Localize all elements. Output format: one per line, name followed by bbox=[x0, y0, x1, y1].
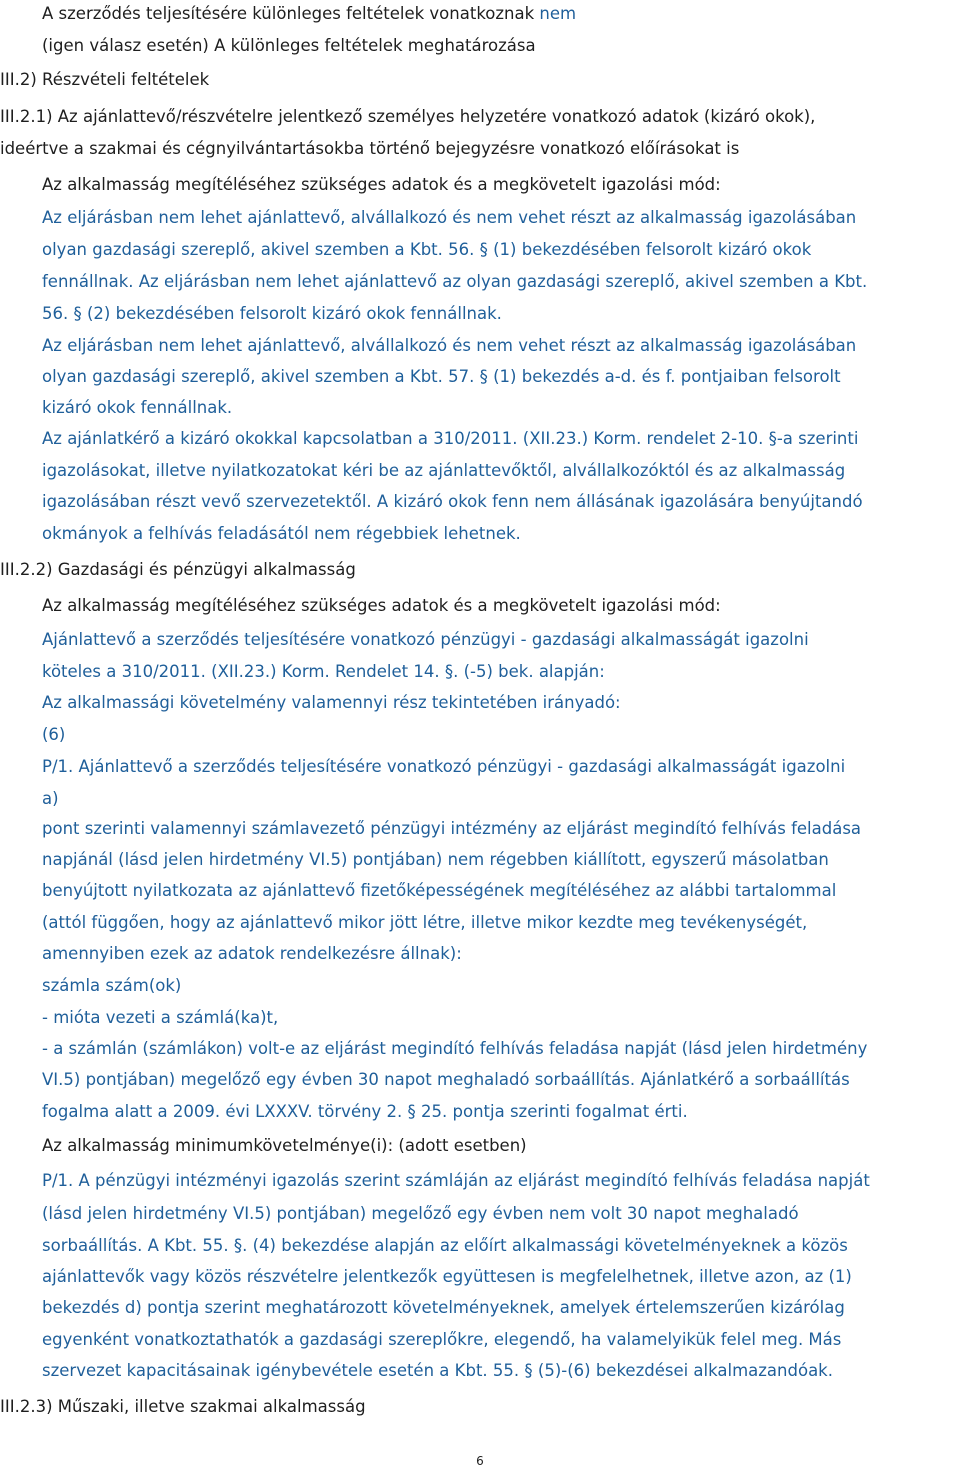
text-line: benyújtott nyilatkozata az ajánlattevő fizetőképességének megítéléséhez az alábbi tartalommal bbox=[42, 881, 837, 900]
text-line: egyenként vonatkoztathatók a gazdasági szereplőkre, elegendő, ha valamelyikük felel meg. Más bbox=[42, 1330, 842, 1349]
text-line: bekezdés d) pontja szerint meghatározott követelményeknek, amelyek értelemszerűen kizárólag bbox=[42, 1298, 845, 1317]
text-line: 56. § (2) bekezdésében felsorolt kizáró okok fennállnak. bbox=[42, 304, 502, 323]
text-line: igazolásokat, illetve nyilatkozatokat kéri be az ajánlattevőktől, alvállalkozóktól és az alkalmasság bbox=[42, 461, 846, 480]
text-line: P/1. Ajánlattevő a szerződés teljesítésére vonatkozó pénzügyi - gazdasági alkalmasságát igazolni bbox=[42, 757, 846, 776]
text-line: VI.5) pontjában) megelőző egy évben 30 napot meghaladó sorbaállítás. Ajánlatkérő a sorbaállítás bbox=[42, 1070, 850, 1089]
text-line: (6) bbox=[42, 725, 66, 744]
text-line: olyan gazdasági szereplő, akivel szemben a Kbt. 57. § (1) bekezdés a-d. és f. pontjaiban felsorolt bbox=[42, 367, 841, 386]
text-line: amennyiben ezek az adatok rendelkezésre állnak): bbox=[42, 944, 462, 963]
section-heading: III.2.3) Műszaki, illetve szakmai alkalmasság bbox=[0, 1397, 366, 1416]
section-heading: III.2.1) Az ajánlattevő/részvételre jelentkező személyes helyzetére vonatkozó adatok (kizáró okok), bbox=[0, 107, 816, 126]
text-line: Az alkalmasság minimumkövetelménye(i): (adott esetben) bbox=[42, 1136, 527, 1155]
text-line: Az ajánlatkérő a kizáró okokkal kapcsolatban a 310/2011. (XII.23.) Korm. rendelet 2-10. §-a szerinti bbox=[42, 429, 859, 448]
text-line: pont szerinti valamennyi számlavezető pénzügyi intézmény az eljárást megindító felhívás feladása bbox=[42, 819, 862, 838]
text-line: (igen válasz esetén) A különleges feltételek meghatározása bbox=[42, 36, 536, 55]
text-line: Az eljárásban nem lehet ajánlattevő, alvállalkozó és nem vehet részt az alkalmasság igazolásában bbox=[42, 208, 857, 227]
text-line: P/1. A pénzügyi intézményi igazolás szerint számláján az eljárást megindító felhívás feladása napját bbox=[42, 1171, 870, 1190]
text-line: fogalma alatt a 2009. évi LXXXV. törvény 2. § 25. pontja szerinti fogalmat érti. bbox=[42, 1102, 688, 1121]
text-line: szervezet kapacitásainak igénybevétele esetén a Kbt. 55. § (5)-(6) bekezdései alkalmazandóak. bbox=[42, 1361, 833, 1380]
text-line: (attól függően, hogy az ajánlattevő mikor jött létre, illetve mikor kezdte meg tevékenységét, bbox=[42, 913, 808, 932]
text-line: Az eljárásban nem lehet ajánlattevő, alvállalkozó és nem vehet részt az alkalmasság igazolásában bbox=[42, 336, 857, 355]
page-number: 6 bbox=[476, 1454, 484, 1468]
text-line: köteles a 310/2011. (XII.23.) Korm. Rendelet 14. §. (-5) bek. alapján: bbox=[42, 662, 605, 681]
text-line: A szerződés teljesítésére különleges feltételek vonatkoznak nem bbox=[42, 4, 577, 23]
text-line: sorbaállítás. A Kbt. 55. §. (4) bekezdése alapján az előírt alkalmassági követelményeknek a közös bbox=[42, 1236, 848, 1255]
text-line: okmányok a felhívás feladásától nem régebbiek lehetnek. bbox=[42, 524, 521, 543]
text-line: - mióta vezeti a számlá(ka)t, bbox=[42, 1008, 279, 1027]
text-line: Az alkalmasság megítéléséhez szükséges adatok és a megkövetelt igazolási mód: bbox=[42, 596, 721, 615]
text-line: kizáró okok fennállnak. bbox=[42, 398, 233, 417]
text-line: ajánlattevők vagy közös részvételre jelentkezők együttesen is megfelelhetnek, illetve azon, az (1) bbox=[42, 1267, 852, 1286]
text-line: igazolásában részt vevő szervezetektől. A kizáró okok fenn nem állásának igazolására benyújtandó bbox=[42, 492, 863, 511]
text-line: olyan gazdasági szereplő, akivel szemben a Kbt. 56. § (1) bekezdésében felsorolt kizáró okok bbox=[42, 240, 812, 259]
section-heading: III.2) Részvételi feltételek bbox=[0, 70, 210, 89]
text-line: Az alkalmassági követelmény valamennyi rész tekintetében irányadó: bbox=[42, 693, 621, 712]
text-line: Az alkalmasság megítéléséhez szükséges adatok és a megkövetelt igazolási mód: bbox=[42, 175, 721, 194]
text-line: (lásd jelen hirdetmény VI.5) pontjában) megelőző egy évben nem volt 30 napot meghaladó bbox=[42, 1204, 799, 1223]
text-line: Ajánlattevő a szerződés teljesítésére vonatkozó pénzügyi - gazdasági alkalmasságát igazolni bbox=[42, 630, 809, 649]
section-heading: III.2.2) Gazdasági és pénzügyi alkalmasság bbox=[0, 560, 356, 579]
text-line: fennállnak. Az eljárásban nem lehet ajánlattevő az olyan gazdasági szereplő, akivel szemben a Kbt. bbox=[42, 272, 868, 291]
text-line: - a számlán (számlákon) volt-e az eljárást megindító felhívás feladása napját (lásd jelen hirdetmény bbox=[42, 1039, 868, 1058]
text-line: napjánál (lásd jelen hirdetmény VI.5) pontjában) nem régebben kiállított, egyszerű másolatban bbox=[42, 850, 829, 869]
text-line: a) bbox=[42, 789, 59, 808]
text-line: számla szám(ok) bbox=[42, 976, 182, 995]
text-line: ideértve a szakmai és cégnyilvántartásokba történő bejegyzésre vonatkozó előírásokat is bbox=[0, 139, 740, 158]
